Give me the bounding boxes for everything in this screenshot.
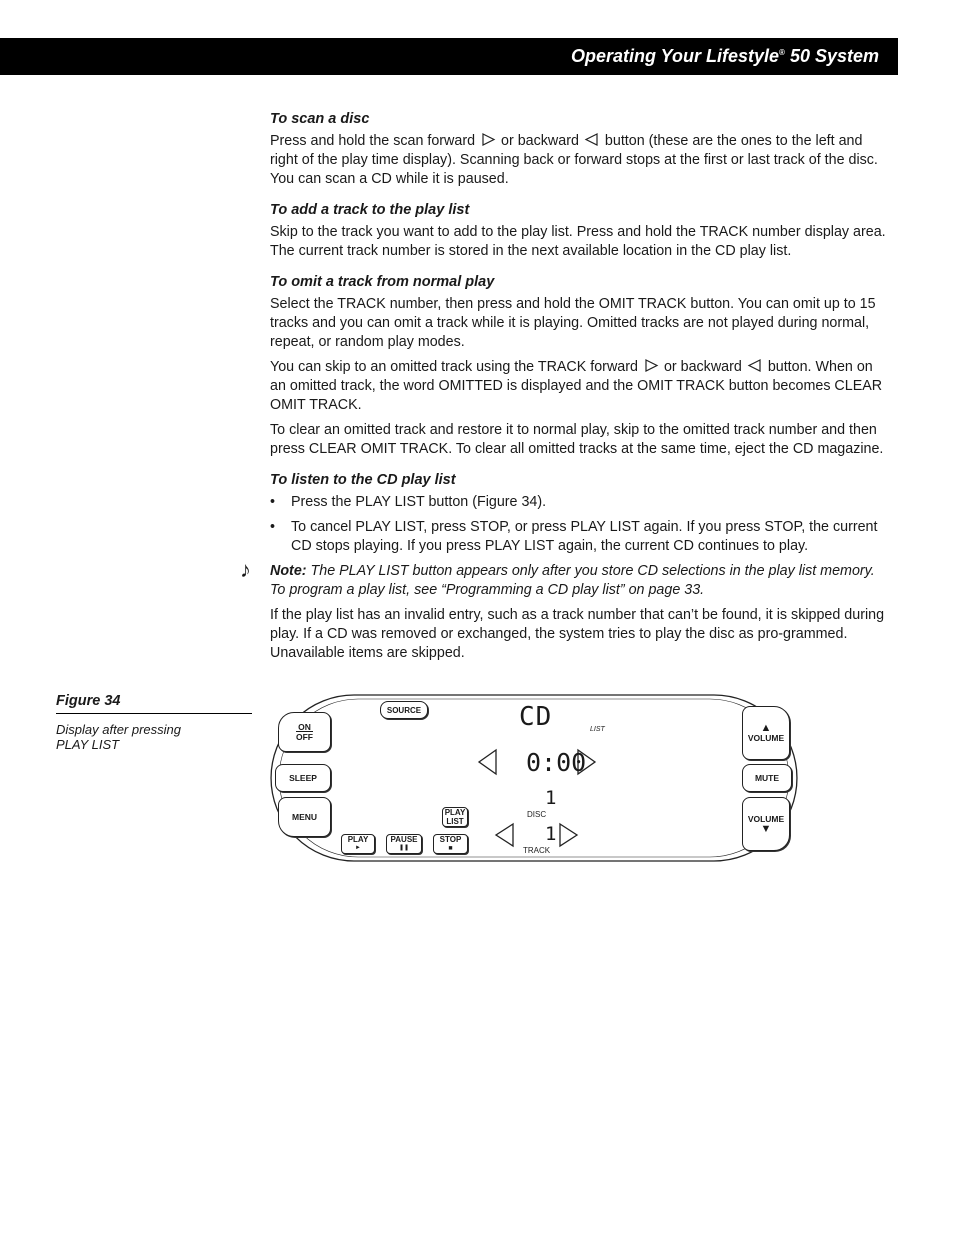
paragraph: If the play list has an invalid entry, such as a track number that can’t be found, it is skipped during play. If a CD was removed or exchanged, the system tries to play the disc as pro-grammed. Unavailable items are skipped.	[270, 607, 885, 661]
figure-caption	[56, 693, 252, 752]
paragraph: Skip to the track you want to add to the play list. Press and hold the TRACK number display area. The current track number is stored in the next available location in the CD play list.	[270, 224, 886, 259]
disc-label: DISC	[527, 810, 547, 819]
section-scan	[270, 110, 892, 189]
header-bar	[0, 38, 898, 75]
remote-display-panel	[270, 694, 798, 862]
volume-up-button[interactable]: ▲ VOLUME	[742, 706, 790, 760]
music-note-icon: ♪	[240, 557, 251, 582]
section-add-track	[270, 201, 892, 261]
backward-arrow-icon	[583, 133, 601, 146]
track-label: TRACK	[523, 846, 551, 855]
bullet-list	[270, 493, 892, 556]
stop-button[interactable]: STOP ■	[433, 834, 468, 854]
section-heading: To listen to the CD play list	[270, 472, 456, 488]
list-item: • Press the PLAY LIST button (Figure 34).	[270, 493, 892, 512]
source-display: CD	[519, 702, 553, 732]
section-listen-play-list	[240, 471, 892, 663]
section-heading: To omit a track from normal play	[270, 274, 495, 290]
figure-title: Figure 34	[56, 693, 252, 714]
list-indicator: LIST	[590, 726, 605, 733]
main-content	[240, 110, 892, 675]
paragraph: To clear an omitted track and restore it to normal play, skip to the omitted track number and then press CLEAR OMIT TRACK. To clear all omitted tracks at the same time, eject the CD magazine.	[270, 422, 884, 457]
list-item: • To cancel PLAY LIST, press STOP, or press PLAY LIST again. If you press STOP, the current CD stops playing. If you press PLAY LIST again, the current CD continues to play.	[270, 518, 892, 556]
volume-down-button[interactable]: VOLUME ▼	[742, 797, 790, 851]
section-omit-track	[270, 273, 892, 459]
down-arrow-icon: ▼	[760, 823, 772, 835]
paragraph: Select the TRACK number, then press and hold the OMIT TRACK button. You can omit up to 15 tracks and you can omit a track while it is playing. Omitted tracks are not played during normal, repeat, or random play modes.	[270, 296, 876, 350]
pause-button[interactable]: PAUSE ❚❚	[386, 834, 422, 854]
disc-number-display: 1	[545, 787, 557, 809]
paragraph: You can skip to an omitted track using the TRACK forward or backward button. When on an omitted track, the word OMITTED is displayed and the OMIT TRACK button becomes CLEAR OMIT TRACK.	[270, 359, 883, 413]
section-heading: To scan a disc	[270, 111, 370, 127]
mute-button[interactable]: MUTE	[742, 764, 792, 792]
page-header-title: Operating Your Lifestyle® 50 System	[570, 46, 879, 66]
paragraph: Press and hold the scan forward or backward button (these are the ones to the left and right of the play time display). Scanning back or forward stops at the first or last track of the disc. You can scan a CD while it is paused.	[270, 133, 878, 187]
forward-arrow-icon	[479, 133, 497, 146]
sleep-button[interactable]: SLEEP	[275, 764, 331, 792]
menu-button[interactable]: MENU	[278, 797, 331, 837]
power-button[interactable]: ON $\overline{OFF}$	[278, 712, 331, 752]
forward-arrow-icon	[642, 359, 660, 372]
play-list-button[interactable]: PLAY LIST	[442, 807, 468, 827]
time-display[interactable]: 0:00	[526, 748, 587, 777]
up-arrow-icon: ▲	[760, 722, 772, 734]
backward-arrow-icon	[746, 359, 764, 372]
source-button[interactable]: SOURCE	[380, 701, 428, 719]
section-heading: To add a track to the play list	[270, 202, 470, 218]
figure-description: Display after pressing PLAY LIST	[56, 722, 181, 752]
play-button[interactable]: PLAY ►	[341, 834, 375, 854]
note: ♪ Note: The PLAY LIST button appears only after you store CD selections in the play list memory. To program a play list, see “Programming a CD play list” on page 33.	[240, 557, 875, 598]
track-number-display[interactable]: 1	[545, 823, 557, 845]
